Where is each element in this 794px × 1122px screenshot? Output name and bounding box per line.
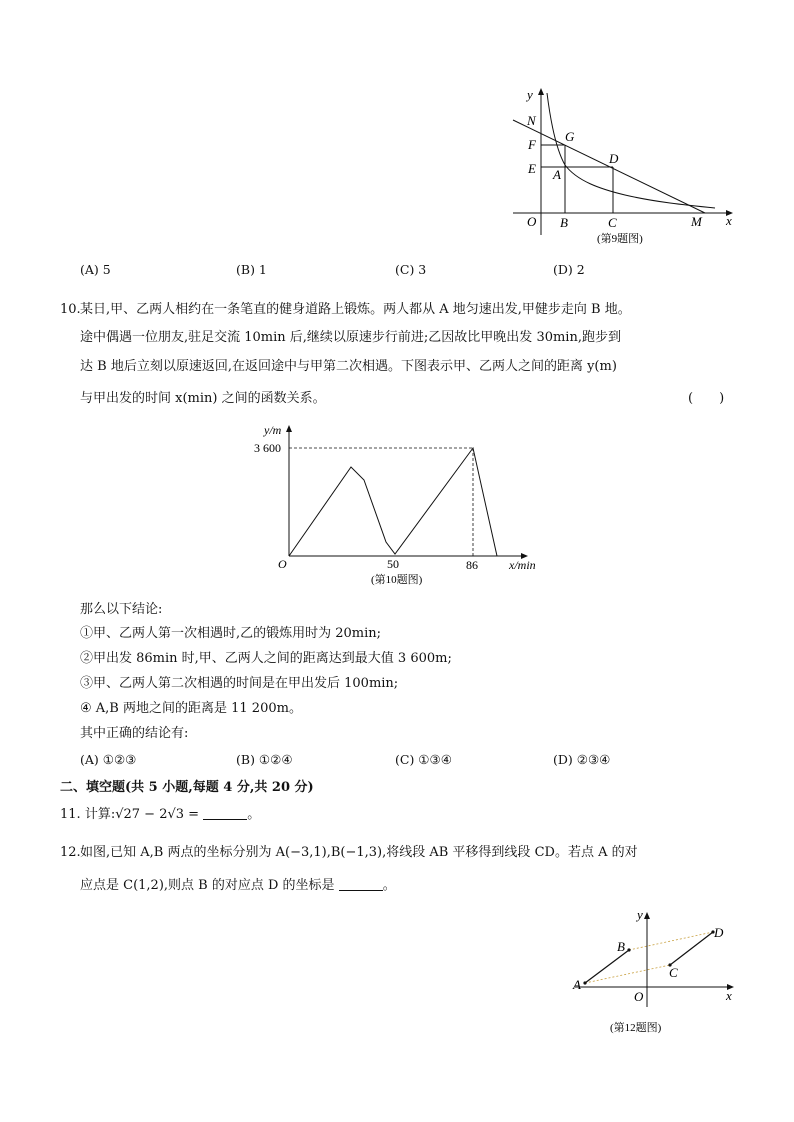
q9-choice-c[interactable]: (C) 3 bbox=[395, 262, 427, 277]
fig9-label-d: D bbox=[609, 151, 619, 166]
section-2-title: 二、填空题(共 5 小题,每题 4 分,共 20 分) bbox=[60, 780, 314, 795]
fig12-segment-cd bbox=[670, 932, 713, 965]
fig12-label-y: y bbox=[637, 907, 643, 922]
q12-line-2 bbox=[80, 876, 396, 896]
fig9-hyperbola bbox=[547, 93, 715, 208]
q10-choice-d[interactable]: (D) ②③④ bbox=[553, 752, 611, 767]
q10-line-2: 途中偶遇一位朋友,驻足交流 10min 后,继续以原速步行前进;乙因故比甲晚出发 30min,跑步到 bbox=[80, 330, 621, 345]
q12-line-2-text: 应点是 C(1,2),则点 B 的对应点 D 的坐标是 bbox=[80, 878, 335, 893]
q10-choice-b[interactable]: (B) ①②④ bbox=[236, 752, 293, 767]
q10-conclusion-2: ②甲出发 86min 时,甲、乙两人之间的距离达到最大值 3 600m; bbox=[80, 651, 452, 666]
fig10-origin: O bbox=[278, 557, 287, 571]
q12-end: 。 bbox=[382, 878, 396, 893]
fig12-label-a: A bbox=[573, 977, 581, 992]
fig9-label-b: B bbox=[560, 215, 568, 230]
q9-choice-a[interactable]: (A) 5 bbox=[80, 262, 111, 277]
fig10-graph bbox=[289, 448, 497, 556]
figure-9 bbox=[505, 85, 745, 250]
q11-end: 。 bbox=[247, 807, 261, 822]
q11-answer-blank[interactable] bbox=[203, 805, 247, 820]
fig9-y-arrow bbox=[538, 88, 544, 95]
q10-conclusion-3: ③甲、乙两人第二次相遇的时间是在甲出发后 100min; bbox=[80, 676, 399, 691]
figure-10 bbox=[240, 420, 560, 592]
fig9-label-y: y bbox=[527, 87, 533, 102]
fig10-ytick-3600: 3 600 bbox=[254, 441, 281, 455]
fig9-label-n: N bbox=[527, 113, 536, 128]
q10-line-1: 某日,甲、乙两人相约在一条笔直的健身道路上锻炼。两人都从 A 地匀速出发,甲健步走向 B 地。 bbox=[80, 302, 631, 317]
fig9-label-c: C bbox=[608, 215, 617, 230]
fig12-label-c: C bbox=[669, 965, 678, 980]
fig9-label-g: G bbox=[565, 129, 575, 144]
q11-prefix: 计算: bbox=[84, 807, 116, 822]
q11 bbox=[60, 804, 260, 826]
q10-line-3: 达 B 地后立刻以原速返回,在返回途中与甲第二次相遇。下图表示甲、乙两人之间的距离 y(m) bbox=[80, 359, 617, 374]
fig10-caption: (第10题图) bbox=[371, 574, 423, 586]
q12-number: 12. bbox=[60, 845, 81, 860]
fig9-label-e: E bbox=[528, 161, 536, 176]
fig12-point-b bbox=[627, 948, 630, 951]
q11-number: 11. bbox=[60, 807, 81, 822]
fig9-label-a: A bbox=[553, 167, 561, 182]
fig9-label-f: F bbox=[528, 137, 536, 152]
q9-choice-d[interactable]: (D) 2 bbox=[553, 262, 585, 277]
fig9-label-o: O bbox=[527, 214, 537, 229]
fig10-y-arrow bbox=[286, 425, 292, 432]
q10-conclusion-4: ④ A,B 两地之间的距离是 11 200m。 bbox=[80, 701, 302, 716]
fig10-xtick-86: 86 bbox=[466, 558, 478, 572]
q10-line-4: 与甲出发的时间 x(min) 之间的函数关系。 bbox=[80, 391, 326, 406]
q12-answer-blank[interactable] bbox=[339, 876, 383, 891]
fig12-segment-ab bbox=[585, 950, 629, 983]
q9-choice-b[interactable]: (B) 1 bbox=[236, 262, 267, 277]
q10-number: 10. bbox=[60, 302, 81, 317]
q10-question: 其中正确的结论有: bbox=[80, 726, 189, 741]
fig12-label-b: B bbox=[617, 939, 625, 954]
fig12-caption: (第12题图) bbox=[610, 1022, 662, 1034]
fig12-point-a bbox=[583, 981, 586, 984]
fig9-label-x: x bbox=[726, 213, 732, 228]
fig12-y-arrow bbox=[644, 912, 650, 919]
figure-12 bbox=[565, 905, 745, 1040]
q10-intro: 那么以下结论: bbox=[80, 602, 163, 617]
fig10-xtick-50: 50 bbox=[387, 557, 399, 571]
fig9-label-m: M bbox=[691, 214, 702, 229]
fig12-label-o: O bbox=[634, 989, 644, 1004]
fig12-label-d: D bbox=[714, 925, 724, 940]
q10-answer-paren: ( ) bbox=[688, 391, 725, 406]
q12-line-1: 如图,已知 A,B 两点的坐标分别为 A(−3,1),B(−1,3),将线段 AB 平移得到线段 CD。若点 A 的对 bbox=[80, 845, 638, 860]
q10-conclusion-1: ①甲、乙两人第一次相遇时,乙的锻炼用时为 20min; bbox=[80, 626, 382, 641]
fig12-label-x: x bbox=[726, 988, 732, 1003]
fig10-ylabel: y/m bbox=[264, 423, 282, 437]
fig10-xlabel: x/min bbox=[509, 558, 536, 572]
q11-expression: √27 − 2√3 = bbox=[115, 807, 200, 822]
q10-choice-a[interactable]: (A) ①②③ bbox=[80, 752, 137, 767]
fig9-caption: (第9题图) bbox=[597, 233, 643, 245]
q10-choice-c[interactable]: (C) ①③④ bbox=[395, 752, 452, 767]
